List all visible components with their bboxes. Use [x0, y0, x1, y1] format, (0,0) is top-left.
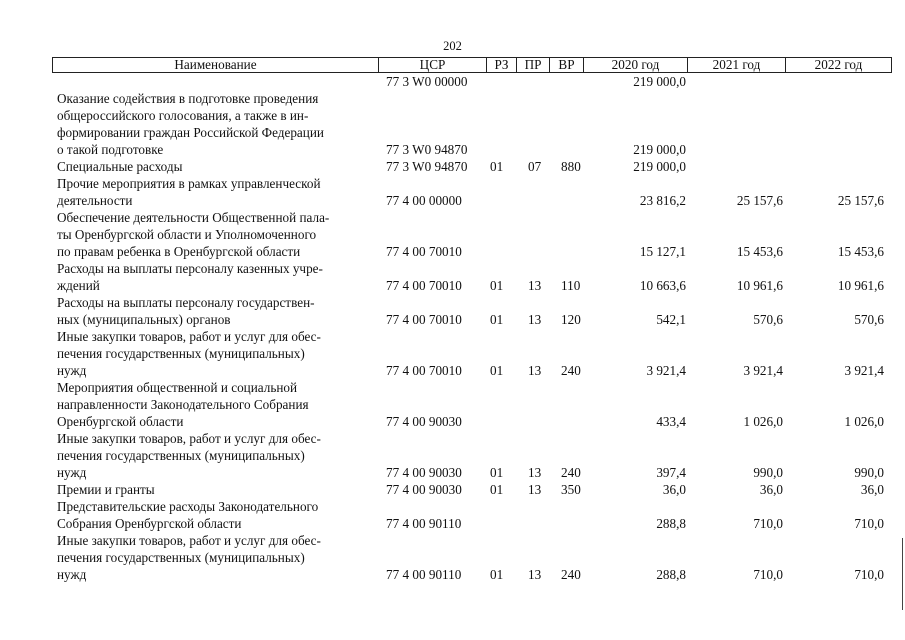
cell-csr: 77 4 00 70010: [386, 363, 462, 378]
cell-rz: 01: [490, 465, 504, 480]
cell-vr: 110: [561, 278, 581, 293]
cell-name: Расходы на выплаты персоналу казенных учре- ждений: [57, 261, 323, 293]
table-row: [0, 158, 905, 175]
cell-y2022: 570,6: [854, 312, 884, 327]
table-row: [0, 481, 905, 498]
table-header: [52, 57, 892, 73]
scan-margin-line: [902, 538, 903, 610]
cell-csr: 77 4 00 90030: [386, 465, 462, 480]
cell-y2020: 10 663,6: [639, 278, 686, 293]
cell-csr: 77 4 00 70010: [386, 312, 462, 327]
cell-y2022: 710,0: [854, 516, 884, 531]
table-row: [0, 175, 905, 209]
cell-pr: 13: [528, 312, 542, 327]
cell-rz: 01: [490, 363, 504, 378]
cell-vr: 240: [561, 567, 581, 582]
cell-y2021: 25 157,6: [736, 193, 783, 208]
cell-name: Иные закупки товаров, работ и услуг для обес- печения государственных (муниципальных) нужд: [57, 533, 321, 582]
cell-csr: 77 3 W0 94870: [386, 142, 468, 157]
cell-pr: 07: [528, 159, 542, 174]
cell-csr: 77 3 W0 00000: [386, 74, 468, 89]
cell-csr: 77 4 00 90030: [386, 414, 462, 429]
cell-y2020: 15 127,1: [639, 244, 686, 259]
cell-y2022: 15 453,6: [837, 244, 884, 259]
cell-name: Прочие мероприятия в рамках управленческой деятельности: [57, 176, 321, 208]
cell-y2020: 288,8: [656, 516, 686, 531]
cell-name: Мероприятия общественной и социальной направленности Законодательного Собрания Оренбургской области: [57, 380, 309, 429]
cell-name: Иные закупки товаров, работ и услуг для обес- печения государственных (муниципальных) нужд: [57, 431, 321, 480]
table-row: [0, 379, 905, 430]
cell-pr: 13: [528, 465, 542, 480]
cell-name: Премии и гранты: [57, 482, 155, 497]
cell-y2020: 219 000,0: [633, 74, 686, 89]
cell-vr: 240: [561, 363, 581, 378]
table-row: [0, 430, 905, 481]
cell-y2021: 710,0: [753, 567, 783, 582]
cell-rz: 01: [490, 159, 504, 174]
header-vr: ВР: [550, 58, 584, 73]
cell-y2021: 3 921,4: [743, 363, 783, 378]
cell-name: Представительские расходы Законодательного Собрания Оренбургской области: [57, 499, 319, 531]
table-row: [0, 328, 905, 379]
cell-csr: 77 4 00 90110: [386, 516, 462, 531]
table-row: [0, 90, 905, 158]
cell-y2020: 288,8: [656, 567, 686, 582]
table-body: [0, 73, 905, 583]
cell-csr: 77 4 00 70010: [386, 244, 462, 259]
cell-vr: 240: [561, 465, 581, 480]
cell-y2021: 10 961,6: [736, 278, 783, 293]
cell-y2020: 219 000,0: [633, 142, 686, 157]
header-pr: ПР: [517, 58, 550, 73]
header-2021: 2021 год: [688, 58, 786, 73]
cell-y2020: 23 816,2: [639, 193, 686, 208]
table-row: [0, 73, 905, 90]
cell-rz: 01: [490, 482, 504, 497]
cell-name: Оказание содействия в подготовке проведения общероссийского голосования, а также в ин- формировании граждан Российской Федерации о такой подготовке: [57, 91, 324, 157]
table-row: [0, 294, 905, 328]
cell-name: Специальные расходы: [57, 159, 183, 174]
cell-name: [57, 73, 369, 90]
cell-rz: 01: [490, 312, 504, 327]
cell-vr: 880: [561, 159, 581, 174]
table-row: [0, 498, 905, 532]
cell-y2021: 710,0: [753, 516, 783, 531]
cell-name: Обеспечение деятельности Общественной пала- ты Оренбургской области и Уполномоченного по правам ребенка в Оренбургской области: [57, 210, 330, 259]
cell-y2020: 397,4: [656, 465, 686, 480]
cell-y2022: 1 026,0: [844, 414, 884, 429]
cell-vr: 120: [561, 312, 581, 327]
cell-y2022: 3 921,4: [844, 363, 884, 378]
cell-y2021: 15 453,6: [736, 244, 783, 259]
cell-y2020: 219 000,0: [633, 159, 686, 174]
cell-name: Расходы на выплаты персоналу государствен- ных (муниципальных) органов: [57, 295, 315, 327]
cell-y2022: 10 961,6: [837, 278, 884, 293]
cell-rz: 01: [490, 567, 504, 582]
cell-y2021: 570,6: [753, 312, 783, 327]
cell-y2020: 36,0: [662, 482, 686, 497]
cell-csr: 77 4 00 90030: [386, 482, 462, 497]
cell-csr: 77 4 00 70010: [386, 278, 462, 293]
table-row: [0, 532, 905, 583]
cell-csr: 77 3 W0 94870: [386, 159, 468, 174]
cell-csr: 77 4 00 00000: [386, 193, 462, 208]
cell-y2021: 990,0: [753, 465, 783, 480]
cell-rz: 01: [490, 278, 504, 293]
cell-name: Иные закупки товаров, работ и услуг для обес- печения государственных (муниципальных) нужд: [57, 329, 321, 378]
page-number: 202: [443, 39, 462, 53]
cell-y2020: 3 921,4: [646, 363, 686, 378]
cell-pr: 13: [528, 278, 542, 293]
header-rz: РЗ: [487, 58, 517, 73]
cell-y2021: 1 026,0: [743, 414, 783, 429]
cell-vr: 350: [561, 482, 581, 497]
cell-y2020: 433,4: [656, 414, 686, 429]
header-2020: 2020 год: [584, 58, 688, 73]
cell-y2022: 710,0: [854, 567, 884, 582]
header-name: Наименование: [53, 58, 379, 73]
cell-pr: 13: [528, 482, 542, 497]
cell-csr: 77 4 00 90110: [386, 567, 462, 582]
cell-y2022: 36,0: [860, 482, 884, 497]
cell-pr: 13: [528, 567, 542, 582]
cell-pr: 13: [528, 363, 542, 378]
header-2022: 2022 год: [786, 58, 892, 73]
cell-y2022: 990,0: [854, 465, 884, 480]
header-csr: ЦСР: [379, 58, 487, 73]
cell-y2020: 542,1: [656, 312, 686, 327]
table-row: [0, 260, 905, 294]
cell-y2022: 25 157,6: [837, 193, 884, 208]
cell-y2021: 36,0: [759, 482, 783, 497]
table-row: [0, 209, 905, 260]
